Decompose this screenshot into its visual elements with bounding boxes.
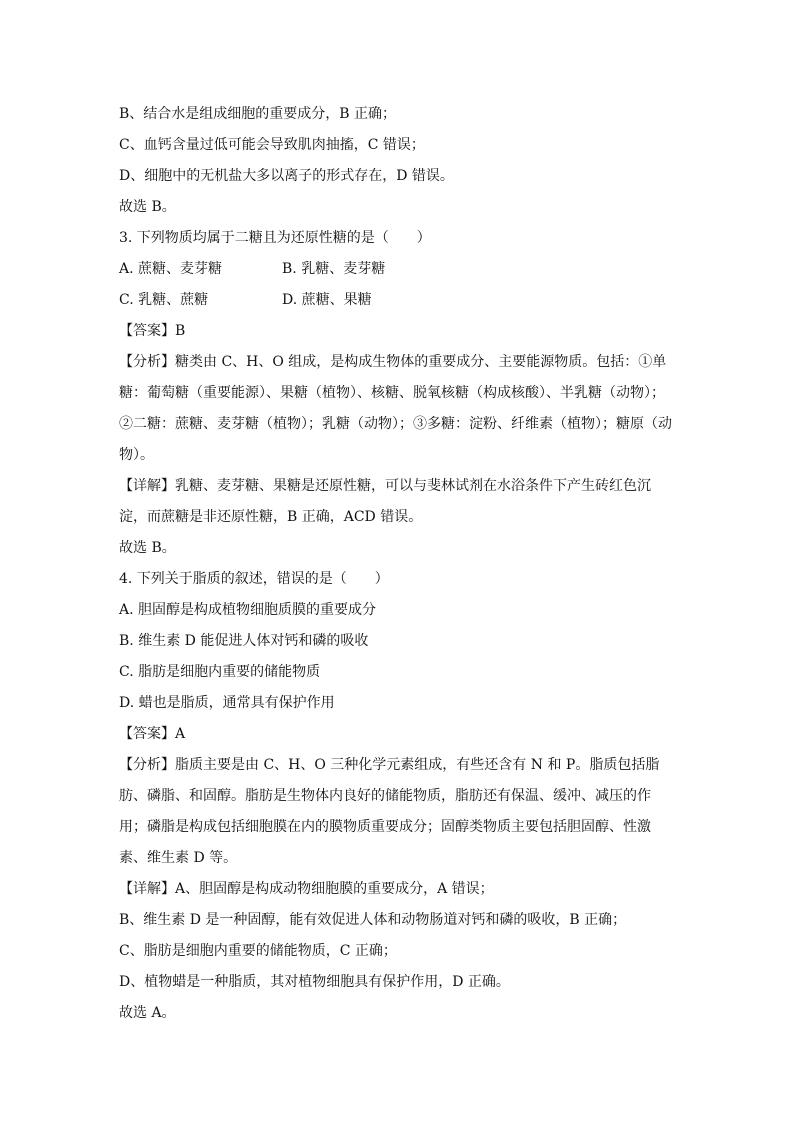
conclusion-line: 故选 A。	[119, 1005, 176, 1021]
analysis-line: 用；磷脂是构成包括细胞膜在内的膜物质重要成分；固醇类物质主要包括胆固醇、性激	[119, 819, 651, 835]
text-line: D、细胞中的无机盐大多以离子的形式存在，D 错误。	[119, 168, 454, 184]
answer-line: 【答案】A	[119, 726, 186, 742]
analysis-line: 【分析】脂质主要是由 C、H、O 三种化学元素组成，有些还含有 N 和 P。脂质包括脂	[119, 757, 660, 773]
question-4-option-c: C. 脂肪是细胞内重要的储能物质	[119, 664, 321, 680]
conclusion-line: 故选 B。	[119, 540, 176, 556]
question-3-option-a: A. 蔗糖、麦芽糖	[119, 261, 223, 277]
question-4-option-a: A. 胆固醇是构成植物细胞质膜的重要成分	[119, 602, 377, 618]
analysis-line: 素、维生素 D 等。	[119, 850, 238, 866]
detail-line: D、植物蜡是一种脂质，其对植物细胞具有保护作用，D 正确。	[119, 974, 510, 990]
question-4-option-b: B. 维生素 D 能促进人体对钙和磷的吸收	[119, 633, 369, 649]
text-line: 故选 B。	[119, 199, 176, 215]
detail-line: C、脂肪是细胞内重要的储能物质，C 正确；	[119, 943, 397, 959]
analysis-line: 【分析】糖类由 C、H、O 组成，是构成生物体的重要成分、主要能源物质。包括：①单	[119, 354, 667, 370]
analysis-line: 物）。	[119, 447, 154, 463]
question-3-stem: 3. 下列物质均属于二糖且为还原性糖的是（ ）	[119, 230, 431, 246]
detail-line: B、维生素 D 是一种固醇，能有效促进人体和动物肠道对钙和磷的吸收，B 正确；	[119, 912, 627, 928]
analysis-line: 糖：葡萄糖（重要能源）、果糖（植物）、核糖、脱氧核糖（构成核酸）、半乳糖（动物）；	[119, 385, 665, 401]
detail-line: 【详解】A、胆固醇是构成动物细胞膜的重要成分，A 错误；	[119, 881, 494, 897]
question-3-option-b: B. 乳糖、麦芽糖	[282, 261, 386, 277]
question-3-option-d: D. 蔗糖、果糖	[282, 292, 372, 308]
answer-line: 【答案】B	[119, 323, 186, 339]
question-4-stem: 4. 下列关于脂质的叙述，错误的是（ ）	[119, 571, 389, 587]
analysis-line: ②二糖：蔗糖、麦芽糖（植物）；乳糖（动物）；③多糖：淀粉、纤维素（植物）；糖原（动	[119, 416, 672, 432]
text-line: B、结合水是组成细胞的重要成分，B 正确；	[119, 106, 397, 122]
question-4-option-d: D. 蜡也是脂质，通常具有保护作用	[119, 695, 335, 711]
text-line: C、血钙含量过低可能会导致肌肉抽搐，C 错误；	[119, 137, 425, 153]
detail-line: 【详解】乳糖、麦芽糖、果糖是还原性糖，可以与斐林试剂在水浴条件下产生砖红色沉	[119, 478, 651, 494]
question-3-option-c: C. 乳糖、蔗糖	[119, 292, 209, 308]
detail-line: 淀，而蔗糖是非还原性糖，B 正确，ACD 错误。	[119, 509, 423, 525]
analysis-line: 肪、磷脂、和固醇。脂肪是生物体内良好的储能物质，脂肪还有保温、缓冲、减压的作	[119, 788, 651, 804]
